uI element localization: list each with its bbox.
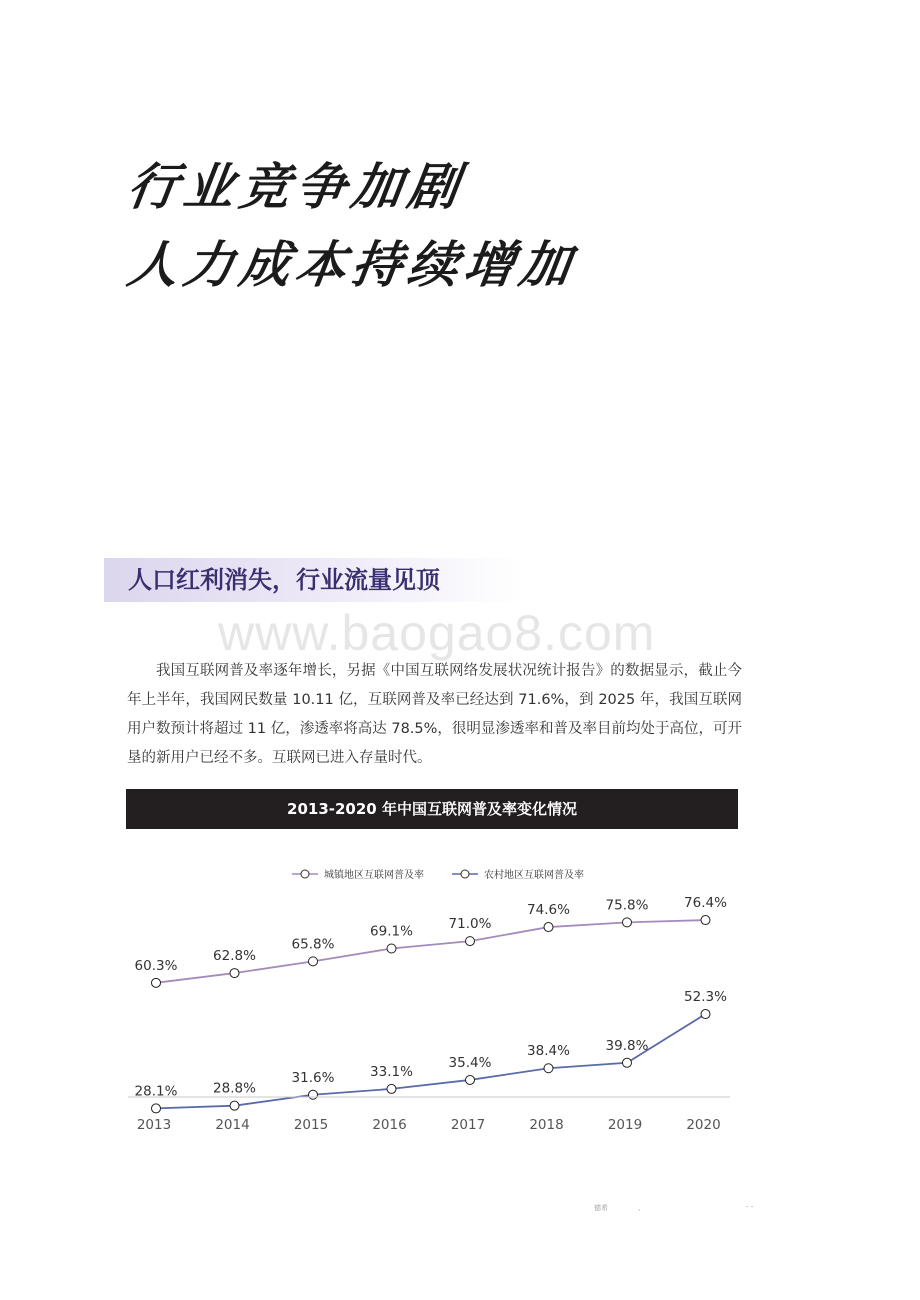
data-label: 28.8% xyxy=(213,1080,256,1097)
watermark: www.baogao8.com xyxy=(218,605,656,661)
legend-label-1: 城镇地区互联网普及率 xyxy=(324,870,424,881)
data-point xyxy=(387,944,396,953)
data-point xyxy=(466,1075,475,1084)
data-label: 69.1% xyxy=(370,923,413,940)
data-point xyxy=(230,969,239,978)
data-point xyxy=(623,1058,632,1067)
data-label: 60.3% xyxy=(134,957,178,974)
footnote-mark-1: 德希 xyxy=(594,1204,608,1212)
data-label: 33.1% xyxy=(370,1063,413,1080)
data-point xyxy=(623,918,632,927)
data-point xyxy=(701,916,710,925)
x-tick-label: 2018 xyxy=(529,1117,564,1133)
data-point xyxy=(152,978,161,987)
x-tick-label: 2013 xyxy=(136,1117,172,1133)
data-label: 65.8% xyxy=(291,936,335,953)
data-label: 76.4% xyxy=(684,895,727,912)
data-point xyxy=(466,937,475,946)
footnote-mark-2: 、 xyxy=(638,1204,645,1212)
data-label: 39.8% xyxy=(605,1037,649,1054)
section-heading xyxy=(104,558,524,602)
data-point xyxy=(309,957,318,966)
body-paragraph: 我国互联网普及率逐年增长，另据《中国互联网络发展状况统计报告》的数据显示，截止今年上半年，我国网民数量 10.11 亿，互联网普及率已经达到 71.6%，到 2025 年，我国互联网用户数预计将超过 11 亿，渗透率将高达 78.5%，很明显渗透率和普及率目前均处于高位，可开垦的新用户已经不多。互联网已进入存量时代。 xyxy=(127,662,742,766)
data-point xyxy=(544,923,553,932)
line-chart xyxy=(120,850,750,1150)
hero-title xyxy=(123,148,581,304)
data-label: 52.3% xyxy=(684,989,727,1006)
data-point xyxy=(309,1090,318,1099)
legend-label-2: 农村地区互联网普及率 xyxy=(484,870,584,881)
data-label: 35.4% xyxy=(448,1054,492,1071)
legend-marker-1 xyxy=(301,870,309,878)
data-point xyxy=(544,1064,553,1073)
x-tick-label: 2014 xyxy=(215,1117,250,1133)
data-label: 74.6% xyxy=(527,902,570,919)
x-tick-label: 2020 xyxy=(686,1117,721,1133)
data-label: 62.8% xyxy=(213,948,256,965)
data-label: 71.0% xyxy=(448,916,492,933)
data-label: 28.1% xyxy=(134,1083,178,1100)
data-label: 31.6% xyxy=(291,1069,335,1086)
x-tick-label: 2015 xyxy=(293,1117,329,1133)
data-point xyxy=(387,1084,396,1093)
x-tick-label: 2019 xyxy=(607,1117,643,1133)
data-point xyxy=(230,1101,239,1110)
hero-line-1: 行业竞争加剧 xyxy=(123,158,469,216)
data-point xyxy=(701,1010,710,1019)
data-label: 38.4% xyxy=(527,1043,570,1060)
x-tick-label: 2017 xyxy=(450,1117,486,1133)
section-heading-text: 人口红利消失，行业流量见顶 xyxy=(128,566,440,594)
footnote-mark-3: - - xyxy=(746,1203,754,1211)
legend-marker-2 xyxy=(461,870,469,878)
data-label: 75.8% xyxy=(605,897,649,914)
data-point xyxy=(152,1104,161,1113)
hero-line-2: 人力成本持续增加 xyxy=(123,236,581,294)
chart-title: 2013-2020 年中国互联网普及率变化情况 xyxy=(126,789,738,829)
x-tick-label: 2016 xyxy=(372,1117,407,1133)
